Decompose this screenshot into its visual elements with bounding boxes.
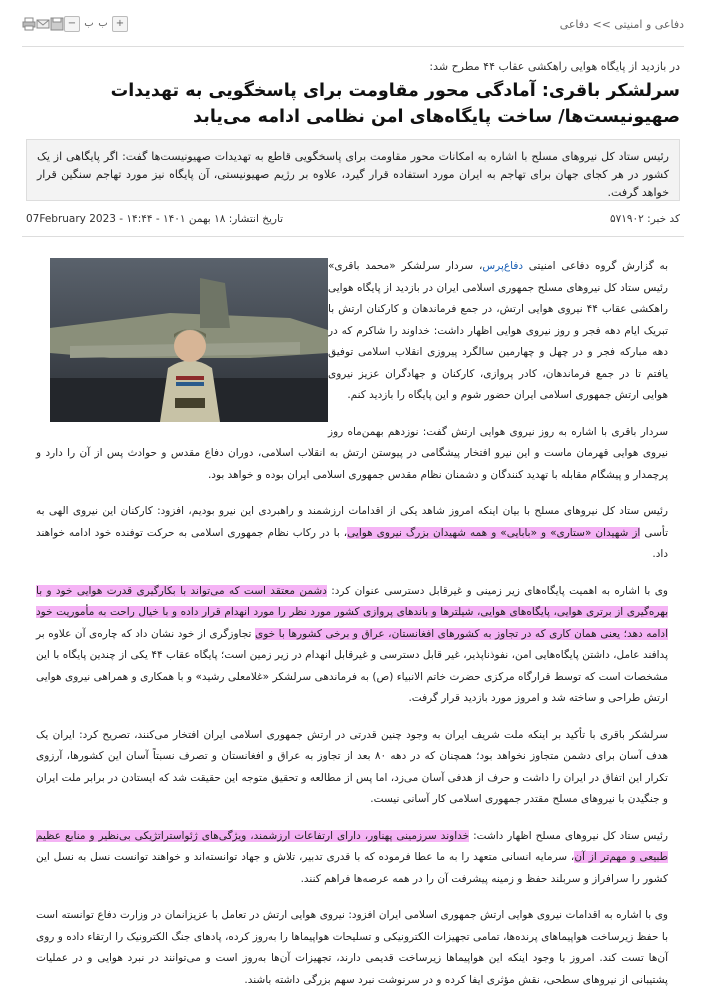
article-body [36,256,668,1006]
article-supertitle: در بازدید از پایگاه هوایی راهکشی عقاب ۴۴ مطرح شد: [429,60,680,73]
paragraph: سرلشکر باقری با تأکید بر اینکه ملت شریف ایران به وجود چنین قدرتی در ارتش جمهوری اسلامی ایران افتخار می‌کنند، تصریح کرد: ایران یک هدف آسان برای دشمن متجاوز نخواهد بود؛ همچنان که در دهه ۸۰ بعد از تجاوز به عراق و افغانستان و تصرف نسبتاً آسان این کشورها، آرزوی تکرار این اتفاق در ایران را داشت و حرف از هدفی آسان می‌زد، اما پس از مطالعه و تحقیق متوجه این حقیقت شد که ایستادن در برابر ملت ایران و جنگیدن با نیروهای مسلح مقتدر جمهوری اسلامی کار آسانی نیست. [36,728,668,805]
text-segment: ، سرمایه انسانی متعهد را به ما عطا فرموده که با قدری تدبیر، تلاش و جهاد توانسته‌اند و خواهند توانست نسل به نسل این کشور را سرافراز و سربلند حفظ و زمینه پیشرفت آن را در همه عرصه‌ها فراهم کنند. [36,851,668,885]
article-title: سرلشکر باقری: آمادگی محور مقاومت برای پاسخگویی به تهدیدات صهیونیست‌ها/ ساخت پایگاه‌های امن نظامی ادامه می‌یابد [110,81,680,127]
article-toolbar [22,16,128,32]
article-lead: رئیس ستاد کل نیروهای مسلح با اشاره به امکانات محور مقاومت برای پاسخگویی قاطع به تهدیدات صهیونیست‌ها گفت: اگر پایگاهی از یک کشور در هر کجای جهان برای تهاجم به ایران مورد استفاده قرار گیرد، علاوه بر رژیم صهیونیستی، آن پایگاه نیز مورد تهاجم سنگین قرار خواهد گرفت. [26,139,680,201]
text-segment: رئیس ستاد کل نیروهای مسلح اظهار داشت: [469,829,668,842]
font-label-icon: ب [98,18,108,29]
email-icon[interactable] [36,17,46,31]
divider [22,236,684,237]
text-segment: ، سردار سرلشکر «محمد باقری» رئیس ستاد کل نیروهای مسلح جمهوری اسلامی ایران در بازدید از پایگاه هوایی راهکشی عقاب ۴۴ نیروی هوایی ارتش، در جمع فرماندهان و کارکنان ارتش با تبریک ایام دهه فجر و روز نیروی هوایی اظهار داشت: خداوند را شاکرم که در دهه مبارکه فجر و در چهل و چهارمین سالگرد پیروزی انقلاب اسلامی توفیق یافتم تا در جمع فرماندهان، کادر پروازی، کارکنان و جهادگران عزیز نیروی هوایی ارتش جمهوری اسلامی ایران حضور شوم و این پایگاه را بازدید کنم. [328,260,668,401]
paragraph: وی با اشاره به اقدامات نیروی هوایی ارتش جمهوری اسلامی ایران افزود: نیروی هوایی ارتش در تعامل با عزیزانمان در وزارت دفاع توانسته است با حفظ زیرساخت هواپیماهای پرنده‌ها، تمامی تجهیزات الکترونیکی و تسلیحات هواپیماها را به‌روز کرده، پادهای جنگ الکترونیک را ارتقاء داده و روی آن‌ها تست کند. امروز با وجود اینکه این هواپیماها زیرساخت قدیمی دارند، تجهیزات آن‌ها به‌روز است و می‌توانند در نبرد هوایی و در عملیات پشتیبانی از نیروهای سطحی، نقش مؤثری ایفا کرده و در سرنوشت نبرد سهم بزرگی داشته باشند. [36,909,668,986]
save-icon[interactable] [50,17,60,31]
highlighted-text: دشمن معتقد است که می‌تواند با بکارگیری قدرت هوایی خود و با بهره‌گیری از برتری هوایی، پایگاه‌های هوایی، شیلترها و باندهای پروازی کشور مورد نظر را مورد انهدام قرار داده و با خیال راحت به مأموریت خود ادامه دهد؛ یعنی همان کاری که در تجاوز به کشورهای افغانستان، عراق و برخی کشورها با خوی [36,584,668,640]
highlighted-text: از شهیدان «ستاری» و «بابایی» و همه شهیدان بزرگ نیروی هوایی [347,526,641,539]
source-link[interactable]: دفاع‌پرس [482,260,524,272]
font-decrease-icon[interactable]: − [64,16,80,32]
highlighted-text: خداوند سرزمینی پهناور، دارای ارتفاعات ارزشمند، ویژگی‌های ژئواستراتژیکی بی‌نظیر و منابع عظیم طبیعی و مهم‌تر از آن [36,829,669,863]
article-meta [26,213,680,231]
news-code: کد خبر: ۵۷۱۹۰۲ [609,213,680,225]
article-photo [50,258,328,422]
general-with-jet-photo [50,258,328,422]
publish-date: تاریخ انتشار: ۱۸ بهمن ۱۴۰۱ - ۱۴:۴۴ - 07February 2023 [26,213,284,225]
text-segment: وی با اشاره به اهمیت پایگاه‌های زیر زمینی و غیرقابل دسترسی عنوان کرد: [326,584,668,597]
breadcrumb[interactable]: دفاعی و امنیتی >> دفاعی [559,18,684,31]
text-segment: به گزارش گروه دفاعی امنیتی [523,260,668,272]
paragraph: سردار باقری با اشاره به روز نیروی هوایی ارتش گفت: نوزدهم بهمن‌ماه روز نیروی هوایی قهرمان ماست و این نیرو افتخار پیشگامی در پیوستن ارتش به انقلاب اسلامی، دوران دفاع مقدس و حوادث پس از آن را دارد و پرچمدار و پیشگام مقابله با تهدید کنندگان و دشمنان نظام مقدس جمهوری اسلامی ایران بوده و خواهد بود. [36,425,668,481]
paragraph [36,501,668,566]
font-label-icon: ب [84,18,94,29]
text-segment: ، با در رکاب نظام جمهوری اسلامی به حرکت توفنده خود ادامه خواهند داد. [36,526,668,560]
text-segment: تجاوزگری از خود نشان داد که چاره‌ی آن علاوه بر پدافند عامل، داشتن پایگاه‌هایی امن، نفوذناپذیر، غیر قابل دسترسی و غیرقابل انهدام در زیر زمین است؛ پایگاه عقاب ۴۴ یکی از چندین پایگاه با این مشخصات است که توسط قرارگاه مرکزی حضرت خاتم الانبیاء (ص) به فرماندهی سرلشکر «غلامعلی رشید» و با همکاری و همراهی نیروی هوایی ارتش طراحی و ساخته شد و امروز مورد بازدید قرار گرفت. [36,627,668,704]
font-increase-icon[interactable]: + [112,16,128,32]
divider [22,46,684,47]
print-icon[interactable] [22,17,32,31]
paragraph [36,826,668,891]
paragraph [36,581,668,710]
top-bar [22,16,684,38]
text-segment: رئیس ستاد کل نیروهای مسلح با بیان اینکه امروز شاهد یکی از اقدامات ارزشمند و راهبردی این نیرو بودیم، افزود: کارکنان این نیروی الهی به تأسی [36,505,668,539]
